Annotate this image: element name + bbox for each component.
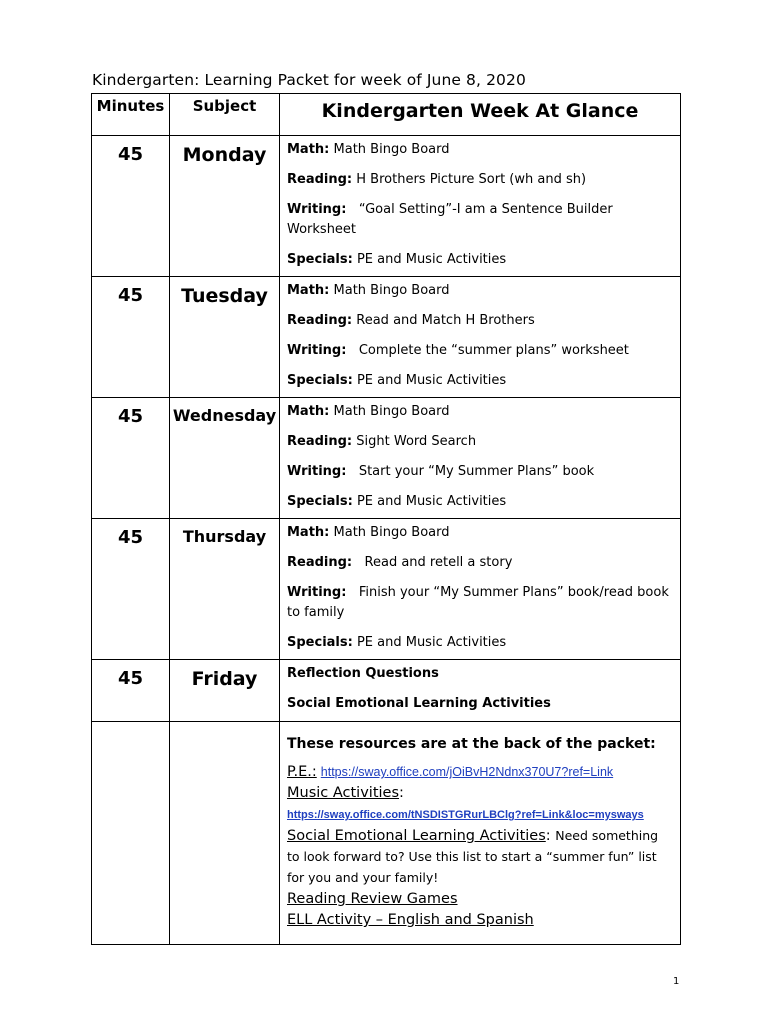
activity-math: Math: Math Bingo Board bbox=[287, 283, 450, 298]
empty-cell bbox=[170, 722, 280, 945]
day-cell: Tuesday bbox=[170, 277, 280, 398]
document-title: Kindergarten: Learning Packet for week of June 8, 2020 bbox=[92, 71, 526, 89]
day-row-wednesday bbox=[92, 398, 681, 519]
activity-writing: Writing: “Goal Setting”-I am a Sentence Builder Worksheet bbox=[287, 202, 613, 237]
activity-writing: Writing: Finish your “My Summer Plans” book/read book to family bbox=[287, 585, 669, 620]
day-row-thursday bbox=[92, 519, 681, 660]
minutes-cell: 45 bbox=[92, 136, 170, 277]
reading-review-games[interactable]: Reading Review Games bbox=[287, 891, 458, 907]
activities-cell bbox=[280, 660, 681, 722]
resources-heading: These resources are at the back of the packet: bbox=[287, 736, 656, 752]
pe-link[interactable]: https://sway.office.com/jOiBvH2Ndnx370U7?ref=Link bbox=[320, 765, 614, 779]
activity-math: Math: Math Bingo Board bbox=[287, 404, 450, 419]
activities-cell bbox=[280, 398, 681, 519]
day-cell: Wednesday bbox=[170, 398, 280, 519]
pe-resource: P.E.: https://sway.office.com/jOiBvH2Ndnx370U7?ref=Link bbox=[287, 764, 614, 780]
music-link[interactable]: https://sway.office.com/tNSDISTGRurLBClg?ref=Link&loc=mysways bbox=[287, 809, 644, 821]
day-row-monday bbox=[92, 136, 681, 277]
activities-cell bbox=[280, 136, 681, 277]
day-cell: Thursday bbox=[170, 519, 280, 660]
minutes-cell: 45 bbox=[92, 660, 170, 722]
resources-cell bbox=[280, 722, 681, 945]
activity-reading: Reading: Sight Word Search bbox=[287, 434, 477, 449]
activity-writing: Writing: Complete the “summer plans” worksheet bbox=[287, 343, 629, 358]
activities-cell bbox=[280, 277, 681, 398]
activity-reading: Reading: Read and retell a story bbox=[287, 555, 513, 570]
day-row-tuesday bbox=[92, 277, 681, 398]
ell-activity[interactable]: ELL Activity – English and Spanish bbox=[287, 912, 534, 928]
sel-note: Need something to look forward to? Use this list to start a “summer fun” list for you and your family! bbox=[287, 828, 659, 885]
minutes-cell: 45 bbox=[92, 398, 170, 519]
activity-writing: Writing: Start your “My Summer Plans” book bbox=[287, 464, 595, 479]
activities-cell bbox=[280, 519, 681, 660]
header-row bbox=[92, 94, 681, 136]
day-cell: Friday bbox=[170, 660, 280, 722]
minutes-cell: 45 bbox=[92, 277, 170, 398]
music-link-line bbox=[287, 804, 674, 826]
subject-header: Subject bbox=[170, 94, 280, 136]
activity-sel: Social Emotional Learning Activities bbox=[287, 696, 551, 711]
activity-specials: Specials: PE and Music Activities bbox=[287, 373, 507, 388]
page-number: 1 bbox=[673, 976, 680, 987]
empty-cell bbox=[92, 722, 170, 945]
activity-reading: Reading: H Brothers Picture Sort (wh and sh) bbox=[287, 172, 587, 187]
activity-math: Math: Math Bingo Board bbox=[287, 525, 450, 540]
week-at-glance-table bbox=[91, 93, 681, 945]
glance-header: Kindergarten Week At Glance bbox=[280, 94, 681, 136]
activity-reflection: Reflection Questions bbox=[287, 666, 439, 681]
activity-specials: Specials: PE and Music Activities bbox=[287, 635, 507, 650]
resources-row bbox=[92, 722, 681, 945]
activity-specials: Specials: PE and Music Activities bbox=[287, 252, 507, 267]
activity-math: Math: Math Bingo Board bbox=[287, 142, 450, 157]
minutes-cell: 45 bbox=[92, 519, 170, 660]
day-cell: Monday bbox=[170, 136, 280, 277]
activity-reading: Reading: Read and Match H Brothers bbox=[287, 313, 535, 328]
sel-resource: Social Emotional Learning Activities: Need something to look forward to? Use this list to start a “summer fun” list for you and your family! bbox=[287, 828, 659, 885]
minutes-header: Minutes bbox=[92, 94, 170, 136]
music-resource: Music Activities: bbox=[287, 785, 404, 801]
activity-specials: Specials: PE and Music Activities bbox=[287, 494, 507, 509]
day-row-friday bbox=[92, 660, 681, 722]
